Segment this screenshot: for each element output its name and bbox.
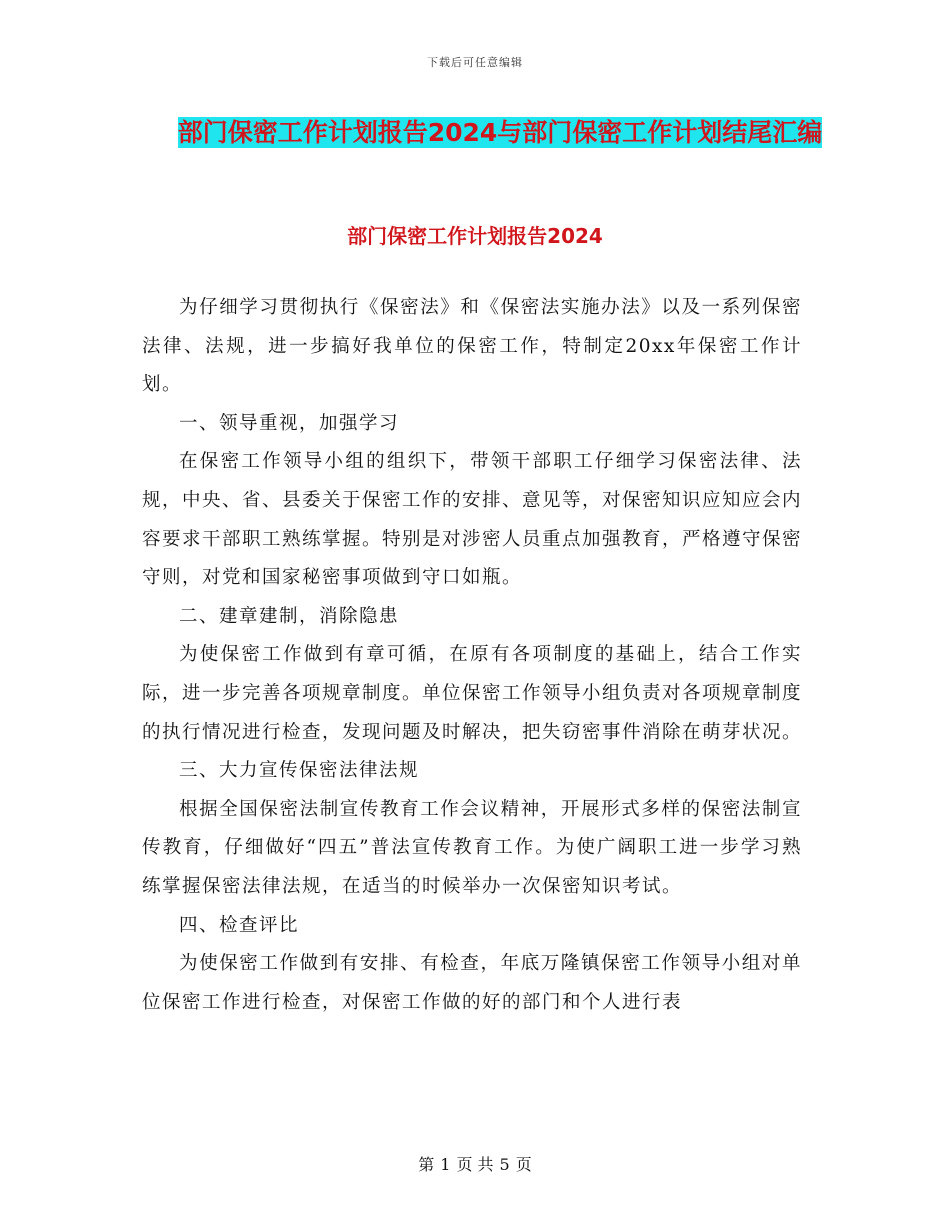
paragraph-4: 为使保密工作做到有安排、有检查，年底万隆镇保密工作领导小组对单位保密工作进行检查，对保密工作做的好的部门和个人进行表 [142, 953, 802, 1013]
page-footer [0, 1152, 950, 1175]
heading-1: 一、领导重视，加强学习 [179, 412, 400, 434]
heading-4: 四、检查评比 [179, 914, 300, 936]
document-title-text: 部门保密工作计划报告2024与部门保密工作计划结尾汇编 [177, 118, 823, 147]
heading-2: 二、建章建制，消除隐患 [179, 605, 400, 627]
footer-middle: 页 共 [456, 1155, 494, 1174]
paragraph-intro: 为仔细学习贯彻执行《保密法》和《保密法实施办法》以及一系列保密法律、法规，进一步搞好我单位的保密工作，特制定20xx年保密工作计划。 [142, 297, 802, 396]
paragraph-3: 根据全国保密法制宣传教育工作会议精神，开展形式多样的保密法制宣传教育，仔细做好“四五”普法宣传教育工作。为使广阔职工进一步学习熟练掌握保密法律法规，在适当的时候举办一次保密知识考试。 [142, 798, 802, 897]
header-note: 下载后可任意编辑 [427, 56, 523, 69]
paragraph-1: 在保密工作领导小组的组织下，带领干部职工仔细学习保密法律、法规，中央、省、县委关于保密工作的安排、意见等，对保密知识应知应会内容要求干部职工熟练掌握。特别是对涉密人员重点加强教育，严格遵守保密守则，对党和国家秘密事项做到守口如瓶。 [142, 451, 803, 589]
paragraph-2: 为使保密工作做到有章可循，在原有各项制度的基础上，结合工作实际，进一步完善各项规章制度。单位保密工作领导小组负责对各项规章制度的执行情况进行检查，发现问题及时解决，把失窃密事件消除在萌芽状况。 [142, 644, 803, 743]
document-title [150, 112, 850, 154]
footer-prefix: 第 [418, 1155, 435, 1174]
heading-3: 三、大力宣传保密法律法规 [179, 760, 420, 782]
section-title: 部门保密工作计划报告2024 [347, 224, 603, 248]
footer-page-number: 1 [440, 1155, 451, 1174]
footer-total-pages: 5 [499, 1155, 510, 1174]
footer-suffix: 页 [515, 1155, 532, 1174]
document-body [142, 289, 802, 1022]
